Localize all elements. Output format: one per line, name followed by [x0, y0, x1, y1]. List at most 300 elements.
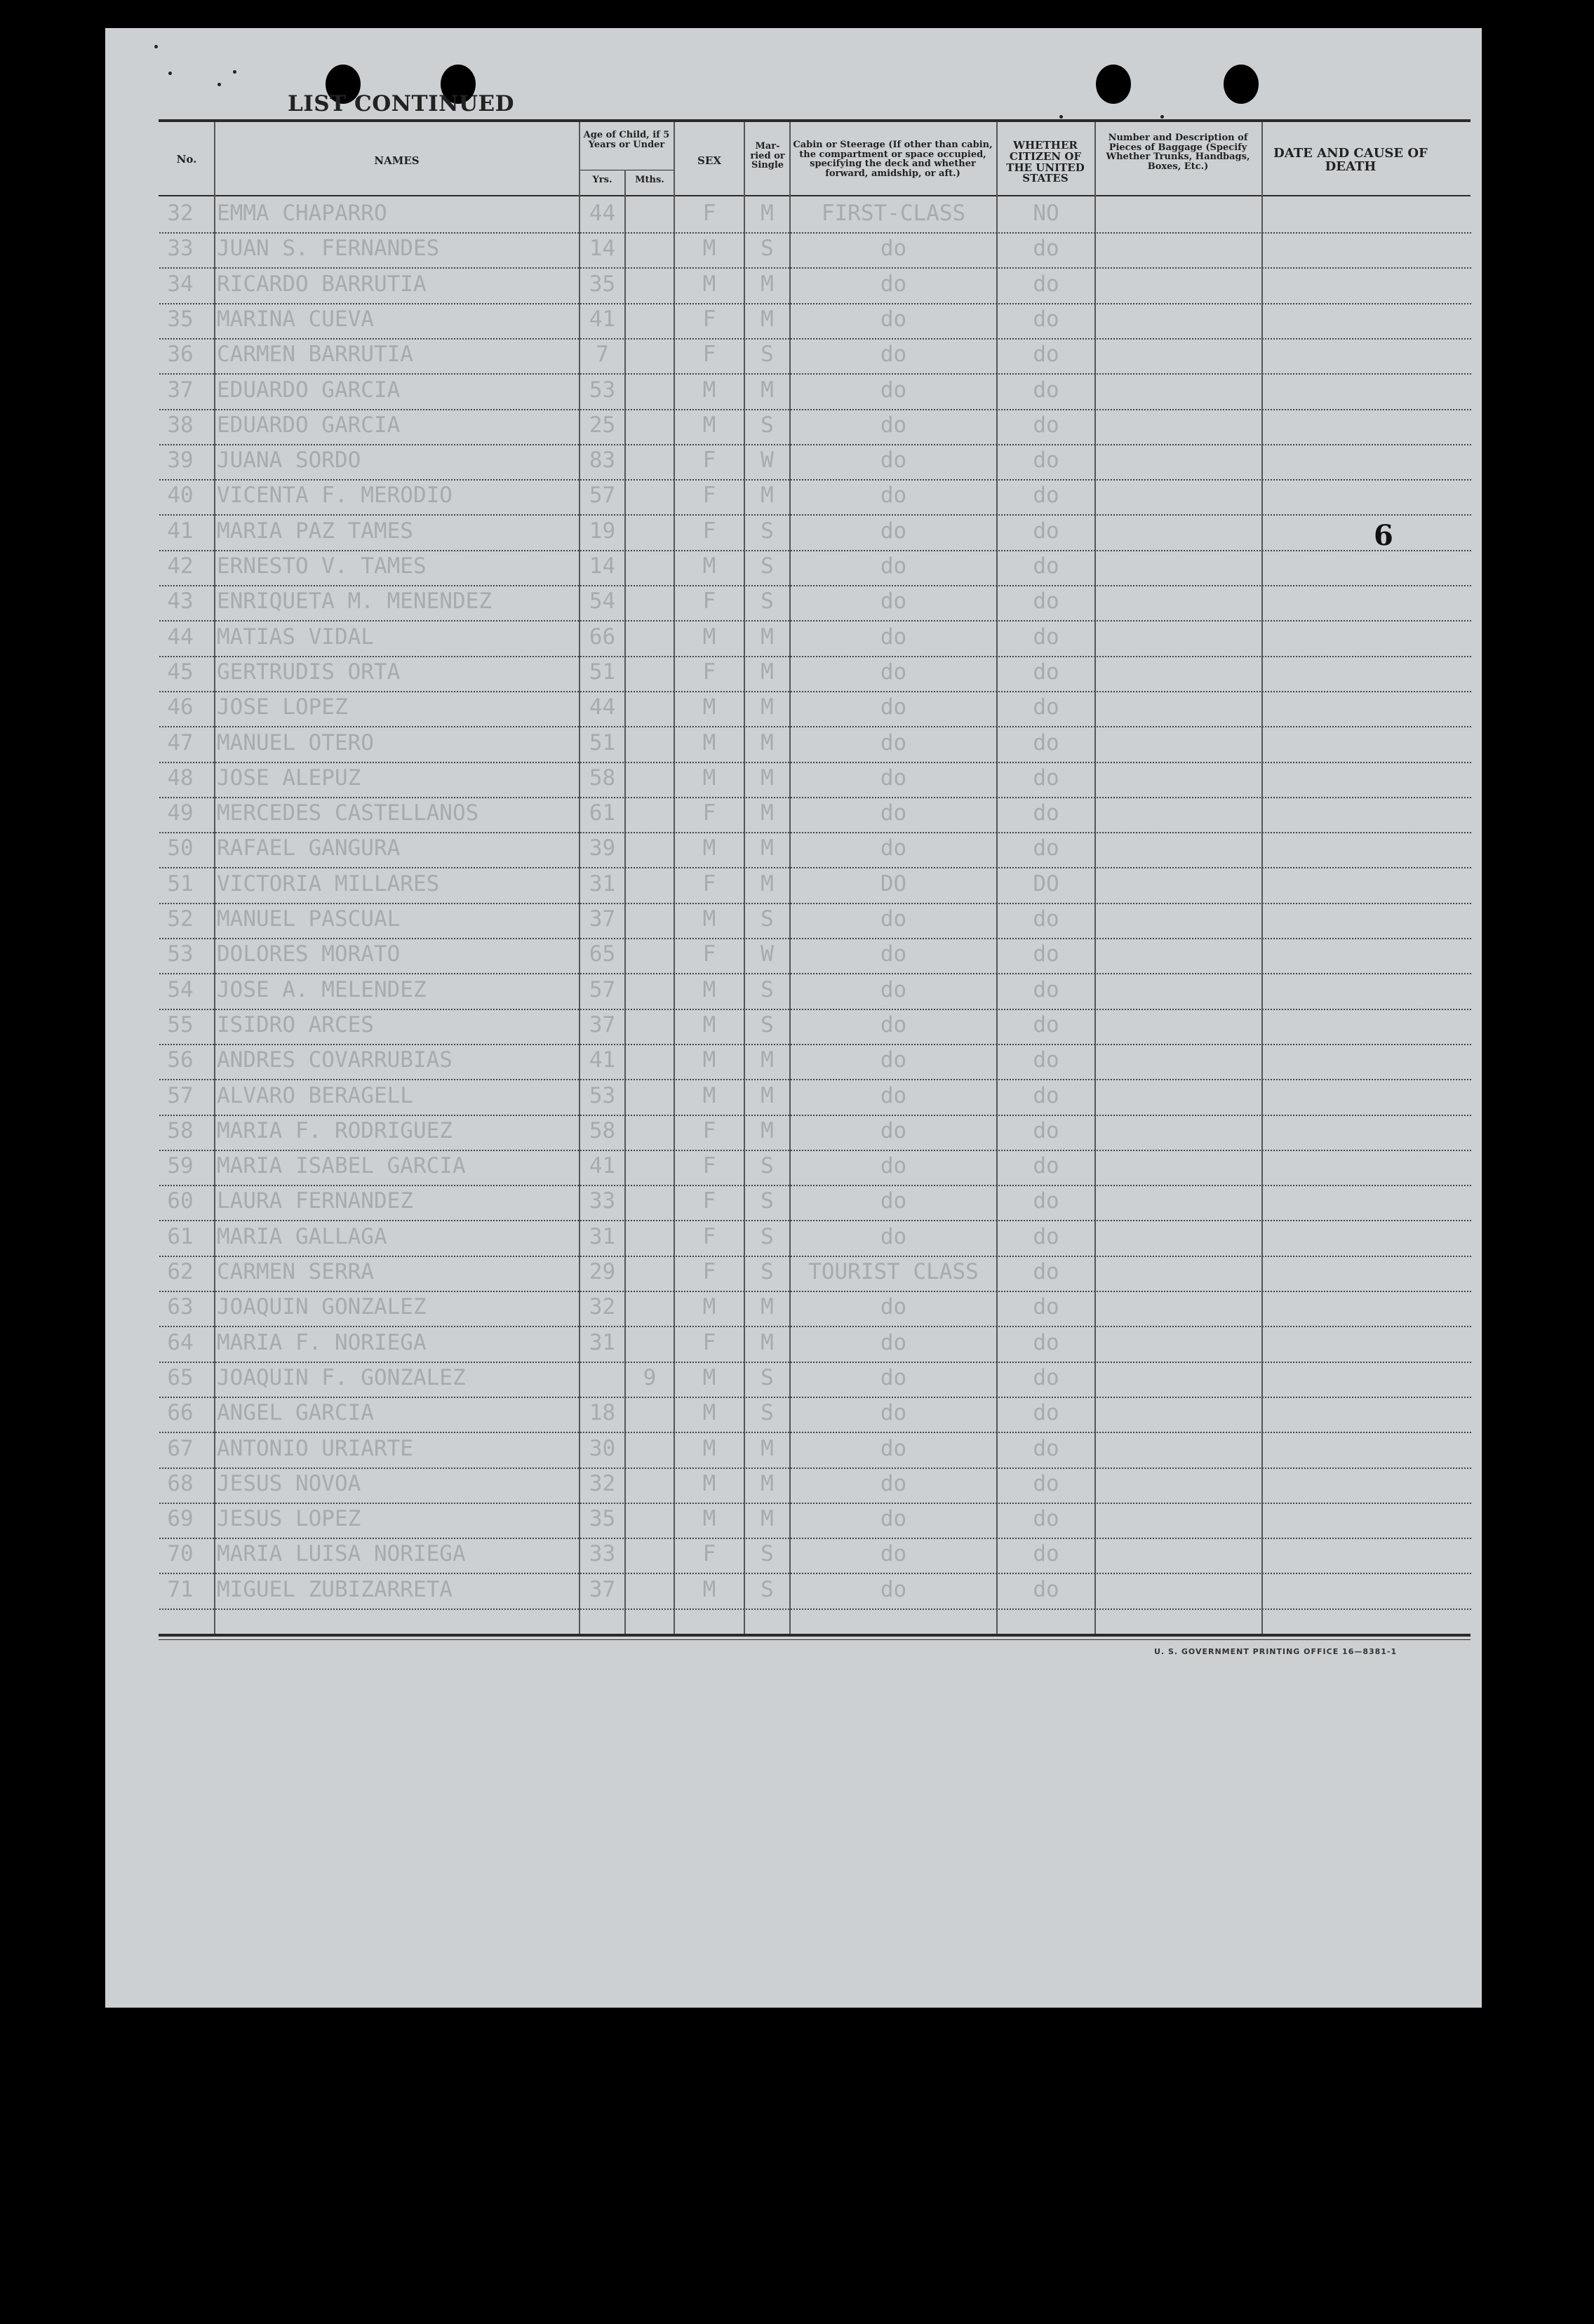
table-row [159, 196, 1471, 234]
age-years: 14 [589, 236, 616, 262]
marital-status: M [761, 306, 774, 332]
speck [217, 83, 221, 86]
punch-hole [1096, 65, 1131, 104]
citizenship: DO [1033, 871, 1059, 896]
row-number: 46 [167, 694, 194, 720]
row-number: 69 [167, 1506, 194, 1532]
age-years: 25 [589, 412, 616, 438]
header-no: No. [176, 153, 197, 166]
row-number: 61 [167, 1223, 194, 1249]
citizenship: do [1033, 1153, 1059, 1179]
row-number: 47 [167, 730, 194, 755]
header-mths: Mths. [635, 175, 664, 185]
table-row [159, 620, 1471, 657]
passenger-name: MIGUEL ZUBIZARRETA [217, 1576, 453, 1602]
marital-status: S [761, 1364, 774, 1390]
sex: F [702, 448, 716, 473]
marital-status: M [761, 483, 774, 509]
cabin-class: do [880, 1435, 907, 1461]
passenger-name: ERNESTO V. TAMES [217, 553, 427, 579]
passenger-name: JOAQUIN F. GONZALEZ [217, 1364, 466, 1390]
age-years: 14 [589, 553, 616, 579]
table-row [159, 1396, 1471, 1433]
row-number: 33 [167, 236, 194, 262]
table-row [159, 726, 1471, 763]
table-row [159, 478, 1471, 516]
passenger-name: GERTRUDIS ORTA [217, 659, 401, 685]
sex: M [702, 906, 716, 932]
row-number: 32 [167, 201, 194, 226]
sex: M [702, 730, 716, 755]
cabin-class: do [880, 659, 907, 685]
citizenship: do [1033, 1470, 1059, 1496]
age-years: 53 [589, 377, 616, 403]
table-row [159, 761, 1471, 798]
sex: F [702, 1259, 716, 1284]
table-row [159, 690, 1471, 727]
age-years: 51 [589, 659, 616, 685]
marital-status: M [761, 201, 774, 226]
sex: M [702, 1435, 716, 1461]
age-years: 57 [589, 976, 616, 1002]
header-yrs: Yrs. [592, 175, 612, 185]
cabin-class: do [880, 800, 907, 826]
citizenship: do [1033, 342, 1059, 368]
cabin-class: do [880, 483, 907, 509]
table-row [159, 1573, 1471, 1610]
passenger-name: JOSE ALEPUZ [217, 765, 361, 791]
age-years: 35 [589, 1506, 616, 1532]
row-number: 60 [167, 1188, 194, 1214]
passenger-name: EDUARDO GARCIA [217, 412, 401, 438]
table-row [159, 1184, 1471, 1221]
citizenship: do [1033, 1047, 1059, 1073]
marital-status: M [761, 1082, 774, 1108]
list-title: LIST CONTINUED [288, 91, 515, 116]
sex: M [702, 1294, 716, 1320]
row-number: 38 [167, 412, 194, 438]
age-years: 66 [589, 624, 616, 650]
row-number: 44 [167, 624, 194, 650]
marital-status: S [761, 553, 774, 579]
row-number: 41 [167, 518, 194, 544]
row-number: 36 [167, 342, 194, 368]
cabin-class: FIRST-CLASS [821, 201, 966, 226]
row-number: 52 [167, 906, 194, 932]
cabin-class: do [880, 236, 907, 262]
passenger-name: VICENTA F. MERODIO [217, 483, 453, 509]
cabin-class: do [880, 271, 907, 297]
table-row [159, 443, 1471, 481]
citizenship: do [1033, 976, 1059, 1002]
header-age: Age of Child, if 5 Years or Under [583, 130, 670, 150]
sex: F [702, 306, 716, 332]
passenger-name: CARMEN SERRA [217, 1259, 374, 1284]
citizenship: do [1033, 412, 1059, 438]
sex: M [702, 1470, 716, 1496]
age-years: 54 [589, 589, 616, 614]
cabin-class: do [880, 906, 907, 932]
marital-status: S [761, 1188, 774, 1214]
citizenship: do [1033, 800, 1059, 826]
cabin-class: do [880, 694, 907, 720]
age-years: 44 [589, 694, 616, 720]
citizenship: do [1033, 377, 1059, 403]
cabin-class: do [880, 342, 907, 368]
manifest-sheet [105, 28, 1482, 2008]
row-number: 62 [167, 1259, 194, 1284]
passenger-name: JOSE A. MELENDEZ [217, 976, 427, 1002]
citizenship: do [1033, 730, 1059, 755]
passenger-name: MARIA ISABEL GARCIA [217, 1153, 466, 1179]
cabin-class: do [880, 306, 907, 332]
header-names: NAMES [374, 154, 420, 167]
citizenship: do [1033, 1259, 1059, 1284]
citizenship: do [1033, 1012, 1059, 1037]
punch-hole [1224, 65, 1259, 104]
marital-status: S [761, 589, 774, 614]
sex: F [702, 483, 716, 509]
row-number: 49 [167, 800, 194, 826]
marital-status: S [761, 1400, 774, 1426]
sex: F [702, 201, 716, 226]
table-row [159, 1537, 1471, 1574]
passenger-name: LAURA FERNANDEZ [217, 1188, 413, 1214]
marital-status: M [761, 765, 774, 791]
age-years: 37 [589, 1012, 616, 1037]
table-row [159, 408, 1471, 445]
passenger-name: CARMEN BARRUTIA [217, 342, 413, 368]
passenger-name: EDUARDO GARCIA [217, 377, 401, 403]
age-years: 41 [589, 1047, 616, 1073]
age-years: 39 [589, 835, 616, 861]
sex: M [702, 694, 716, 720]
row-number: 65 [167, 1364, 194, 1390]
row-number: 66 [167, 1400, 194, 1426]
marital-status: W [761, 941, 774, 967]
speck [154, 45, 158, 48]
passenger-name: MARIA F. RODRIGUEZ [217, 1117, 453, 1143]
sex: M [702, 1400, 716, 1426]
cabin-class: do [880, 518, 907, 544]
table-row [159, 831, 1471, 868]
citizenship: do [1033, 1082, 1059, 1108]
sex: M [702, 1576, 716, 1602]
sex: F [702, 1188, 716, 1214]
table-row [159, 1467, 1471, 1504]
row-number: 68 [167, 1470, 194, 1496]
passenger-name: RAFAEL GANGURA [217, 835, 401, 861]
age-years: 19 [589, 518, 616, 544]
sex: F [702, 589, 716, 614]
age-years: 7 [596, 342, 609, 368]
row-number: 67 [167, 1435, 194, 1461]
citizenship: do [1033, 1435, 1059, 1461]
marital-status: M [761, 730, 774, 755]
marital-status: M [761, 694, 774, 720]
citizenship: do [1033, 1506, 1059, 1532]
age-years: 61 [589, 800, 616, 826]
marital-status: M [761, 835, 774, 861]
citizenship: do [1033, 1294, 1059, 1320]
age-years: 32 [589, 1294, 616, 1320]
sex: F [702, 342, 716, 368]
marital-status: M [761, 624, 774, 650]
row-number: 58 [167, 1117, 194, 1143]
age-months: 9 [643, 1364, 657, 1390]
table-row [159, 1079, 1471, 1116]
citizenship: do [1033, 518, 1059, 544]
passenger-name: VICTORIA MILLARES [217, 871, 440, 896]
table-row [159, 902, 1471, 939]
cabin-class: do [880, 1576, 907, 1602]
passenger-name: MARIA GALLAGA [217, 1223, 387, 1249]
table-row [159, 1255, 1471, 1292]
table-row [159, 1043, 1471, 1080]
marital-status: M [761, 1435, 774, 1461]
cabin-class: do [880, 624, 907, 650]
header-cabin: Cabin or Steerage (If other than cabin, the compartment or space occupied, specifying the deck and whether forward, amidship, or aft.) [793, 140, 993, 179]
row-number: 70 [167, 1541, 194, 1567]
table-row [159, 1326, 1471, 1363]
citizenship: do [1033, 1400, 1059, 1426]
citizenship: NO [1033, 201, 1059, 226]
cabin-class: do [880, 377, 907, 403]
row-number: 71 [167, 1576, 194, 1602]
header-citizen: WHETHER CITIZEN OF THE UNITED STATES [1006, 139, 1085, 185]
cabin-class: do [880, 1012, 907, 1037]
cabin-class: do [880, 1329, 907, 1355]
cabin-class: do [880, 941, 907, 967]
table-row [159, 1114, 1471, 1151]
row-number: 59 [167, 1153, 194, 1179]
age-years: 30 [589, 1435, 616, 1461]
citizenship: do [1033, 1576, 1059, 1602]
passenger-name: MANUEL OTERO [217, 730, 374, 755]
row-number: 50 [167, 835, 194, 861]
marital-status: S [761, 342, 774, 368]
row-number: 53 [167, 941, 194, 967]
cabin-class: do [880, 1117, 907, 1143]
passenger-name: JESUS NOVOA [217, 1470, 361, 1496]
passenger-name: MANUEL PASCUAL [217, 906, 401, 932]
passenger-name: ISIDRO ARCES [217, 1012, 374, 1037]
table-row [159, 973, 1471, 1010]
marital-status: M [761, 1470, 774, 1496]
marital-status: M [761, 1117, 774, 1143]
row-number: 45 [167, 659, 194, 685]
sex: M [702, 1012, 716, 1037]
age-years: 37 [589, 906, 616, 932]
sex: M [702, 377, 716, 403]
citizenship: do [1033, 236, 1059, 262]
cabin-class: do [880, 1364, 907, 1390]
bottom-rule-thin [159, 1639, 1471, 1640]
sex: F [702, 1223, 716, 1249]
citizenship: do [1033, 694, 1059, 720]
cabin-class: do [880, 1541, 907, 1567]
row-number: 48 [167, 765, 194, 791]
table-row [159, 1290, 1471, 1327]
passenger-name: ALVARO BERAGELL [217, 1082, 413, 1108]
age-years: 33 [589, 1188, 616, 1214]
age-years: 37 [589, 1576, 616, 1602]
header-baggage: Number and Description of Pieces of Baggage (Specify Whether Trunks, Handbags, Boxes, Etc.) [1106, 133, 1250, 172]
table-row [159, 373, 1471, 410]
age-years: 58 [589, 1117, 616, 1143]
speck [1059, 115, 1063, 119]
sex: M [702, 1506, 716, 1532]
table-row [159, 1432, 1471, 1469]
table-row [159, 1149, 1471, 1186]
cabin-class: do [880, 448, 907, 473]
citizenship: do [1033, 1188, 1059, 1214]
cabin-class: do [880, 730, 907, 755]
marital-status: S [761, 1259, 774, 1284]
passenger-name: JESUS LOPEZ [217, 1506, 361, 1532]
row-number: 42 [167, 553, 194, 579]
passenger-name: JOSE LOPEZ [217, 694, 348, 720]
sex: F [702, 1541, 716, 1567]
passenger-name: JUAN S. FERNANDES [217, 236, 440, 262]
sex: M [702, 236, 716, 262]
citizenship: do [1033, 835, 1059, 861]
passenger-name: ANTONIO URIARTE [217, 1435, 413, 1461]
cabin-class: do [880, 1506, 907, 1532]
marital-status: S [761, 1012, 774, 1037]
table-row [159, 937, 1471, 974]
passenger-name: MERCEDES CASTELLANOS [217, 800, 479, 826]
table-row [159, 302, 1471, 340]
table-row [159, 549, 1471, 586]
cabin-class: do [880, 553, 907, 579]
marital-status: S [761, 1223, 774, 1249]
marital-status: M [761, 1506, 774, 1532]
sex: M [702, 553, 716, 579]
sex: F [702, 659, 716, 685]
marital-status: S [761, 1541, 774, 1567]
passenger-name: EMMA CHAPARRO [217, 201, 387, 226]
age-years: 31 [589, 1329, 616, 1355]
citizenship: do [1033, 1364, 1059, 1390]
row-number: 43 [167, 589, 194, 614]
cabin-class: TOURIST CLASS [808, 1259, 979, 1284]
speck [168, 72, 172, 75]
cabin-class: do [880, 765, 907, 791]
age-years: 51 [589, 730, 616, 755]
row-number: 64 [167, 1329, 194, 1355]
passenger-name: JUANA SORDO [217, 448, 361, 473]
row-number: 55 [167, 1012, 194, 1037]
passenger-name: MARINA CUEVA [217, 306, 374, 332]
table-row [159, 231, 1471, 269]
citizenship: do [1033, 1117, 1059, 1143]
row-number: 51 [167, 871, 194, 896]
row-number: 39 [167, 448, 194, 473]
citizenship: do [1033, 941, 1059, 967]
cabin-class: do [880, 412, 907, 438]
age-years: 41 [589, 1153, 616, 1179]
marital-status: S [761, 412, 774, 438]
passenger-name: MARIA LUISA NORIEGA [217, 1541, 466, 1567]
marital-status: M [761, 1047, 774, 1073]
citizenship: do [1033, 765, 1059, 791]
cabin-class: do [880, 1082, 907, 1108]
passenger-name: MATIAS VIDAL [217, 624, 374, 650]
sex: F [702, 871, 716, 896]
cabin-class: do [880, 1470, 907, 1496]
age-years: 31 [589, 871, 616, 896]
header-sex: SEX [697, 154, 721, 167]
page-number: 6 [1374, 519, 1393, 552]
header-top-rule [159, 119, 1471, 122]
table-row [159, 796, 1471, 833]
bottom-rule [159, 1634, 1471, 1637]
cabin-class: do [880, 589, 907, 614]
sex: M [702, 765, 716, 791]
passenger-name: ANGEL GARCIA [217, 1400, 374, 1426]
age-years: 65 [589, 941, 616, 967]
sex: F [702, 1117, 716, 1143]
age-years: 33 [589, 1541, 616, 1567]
marital-status: M [761, 1329, 774, 1355]
marital-status: S [761, 236, 774, 262]
citizenship: do [1033, 589, 1059, 614]
row-number: 54 [167, 976, 194, 1002]
age-years: 44 [589, 201, 616, 226]
marital-status: M [761, 659, 774, 685]
row-number: 56 [167, 1047, 194, 1073]
marital-status: S [761, 906, 774, 932]
passenger-name: MARIA F. NORIEGA [217, 1329, 427, 1355]
citizenship: do [1033, 1541, 1059, 1567]
sex: M [702, 1082, 716, 1108]
row-number: 63 [167, 1294, 194, 1320]
table-row [159, 1361, 1471, 1398]
cabin-class: do [880, 1223, 907, 1249]
citizenship: do [1033, 448, 1059, 473]
cabin-class: do [880, 976, 907, 1002]
marital-status: W [761, 448, 774, 473]
sex: M [702, 1047, 716, 1073]
table-row [159, 1008, 1471, 1045]
table-row [159, 1502, 1471, 1539]
age-years: 35 [589, 271, 616, 297]
speck [233, 70, 236, 74]
row-number: 40 [167, 483, 194, 509]
citizenship: do [1033, 553, 1059, 579]
cabin-class: do [880, 1294, 907, 1320]
header-married: Mar-ried or Single [750, 141, 785, 171]
cabin-class: do [880, 1153, 907, 1179]
passenger-name: JOAQUIN GONZALEZ [217, 1294, 427, 1320]
citizenship: do [1033, 271, 1059, 297]
citizenship: do [1033, 906, 1059, 932]
cabin-class: DO [880, 871, 907, 896]
marital-status: M [761, 377, 774, 403]
table-row [159, 584, 1471, 622]
citizenship: do [1033, 624, 1059, 650]
printing-office-footer: U. S. GOVERNMENT PRINTING OFFICE 16—8381-1 [1154, 1647, 1398, 1656]
marital-status: M [761, 800, 774, 826]
citizenship: do [1033, 306, 1059, 332]
table-row [159, 267, 1471, 304]
age-years: 83 [589, 448, 616, 473]
citizenship: do [1033, 1223, 1059, 1249]
passenger-name: ENRIQUETA M. MENENDEZ [217, 589, 492, 614]
passenger-name: RICARDO BARRUTIA [217, 271, 427, 297]
sex: F [702, 1329, 716, 1355]
